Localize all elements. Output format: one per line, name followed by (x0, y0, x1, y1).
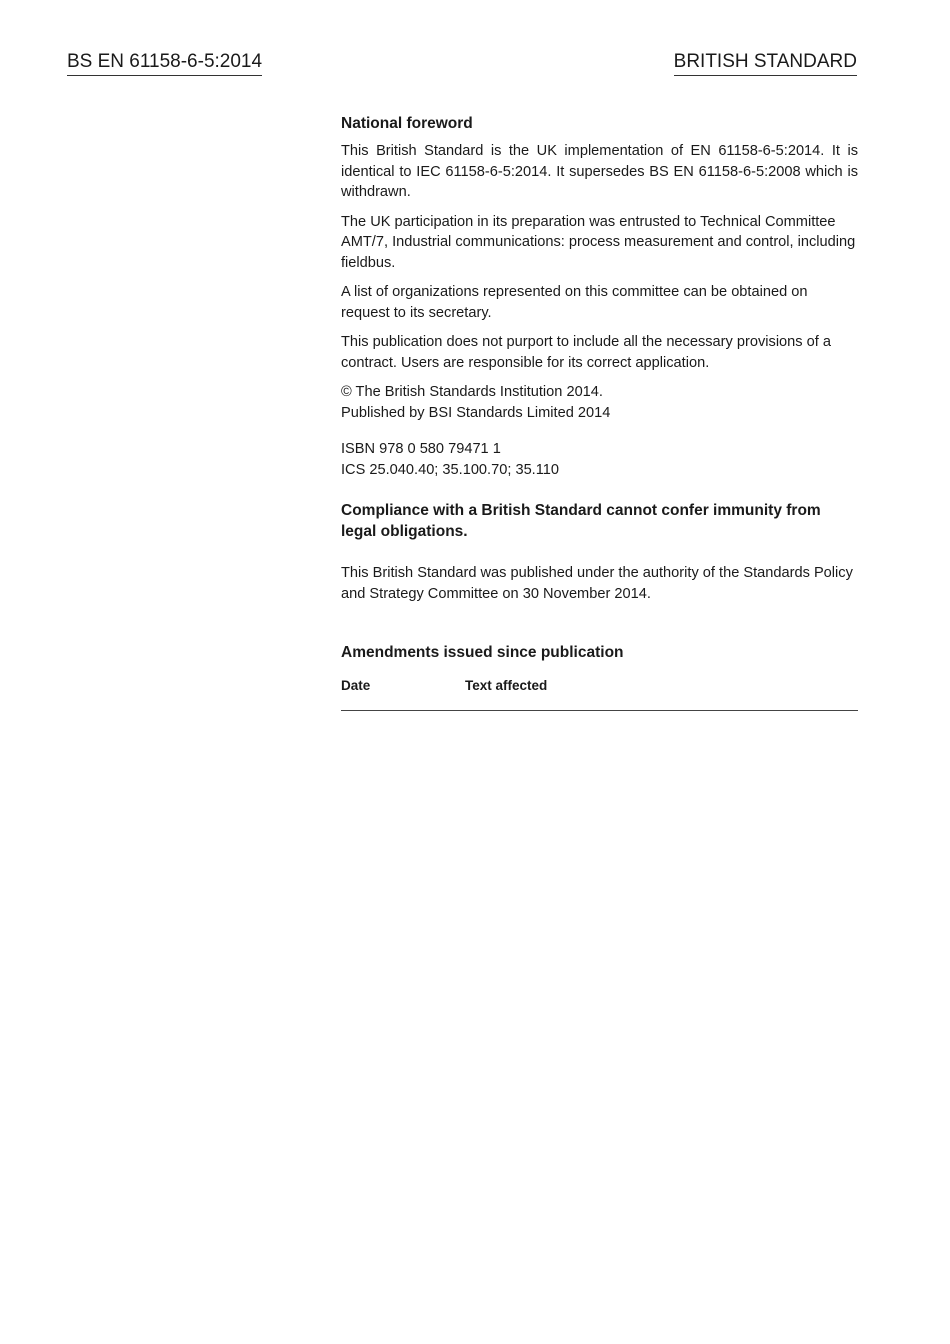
implementation-paragraph: This British Standard is the UK implementation of EN 61158-6-5:2014. It is identical to IEC 61158-6-5:2014. It supersedes BS EN 61158-6-5:2008 which is withdrawn. (341, 143, 858, 200)
date-column-header: Date (341, 678, 371, 693)
amendments-table (341, 674, 858, 711)
disclaimer-paragraph: This publication does not purport to include all the necessary provisions of a contract. Users are responsible for its correct application. (341, 334, 831, 371)
committee-paragraph: The UK participation in its preparation was entrusted to Technical Committee AMT/7, Industrial communications: process measurement and control, including fieldbus. (341, 213, 856, 271)
isbn-line: ISBN 978 0 580 79471 1 (341, 441, 501, 457)
document-number: BS EN 61158-6-5:2014 (67, 50, 262, 76)
copyright-line: © The British Standards Institution 2014. (341, 384, 603, 400)
compliance-statement: Compliance with a British Standard cannot confer immunity from legal obligations. (341, 502, 821, 540)
publisher-line: Published by BSI Standards Limited 2014 (341, 404, 611, 421)
amendments-title: Amendments issued since publication (341, 644, 624, 661)
text-affected-column-header: Text affected (465, 678, 548, 693)
catalogue-block (341, 439, 858, 480)
foreword-section (341, 113, 858, 711)
copyright-block (341, 382, 858, 423)
organizations-paragraph: A list of organizations represented on this committee can be obtained on request to its secretary. (341, 284, 808, 321)
ics-line: ICS 25.040.40; 35.100.70; 35.110 (341, 461, 560, 478)
standard-series-label: BRITISH STANDARD (674, 50, 857, 76)
foreword-title: National foreword (341, 115, 473, 132)
authority-paragraph: This British Standard was published under the authority of the Standards Policy and Strategy Committee on 30 November 2014. (341, 565, 853, 602)
